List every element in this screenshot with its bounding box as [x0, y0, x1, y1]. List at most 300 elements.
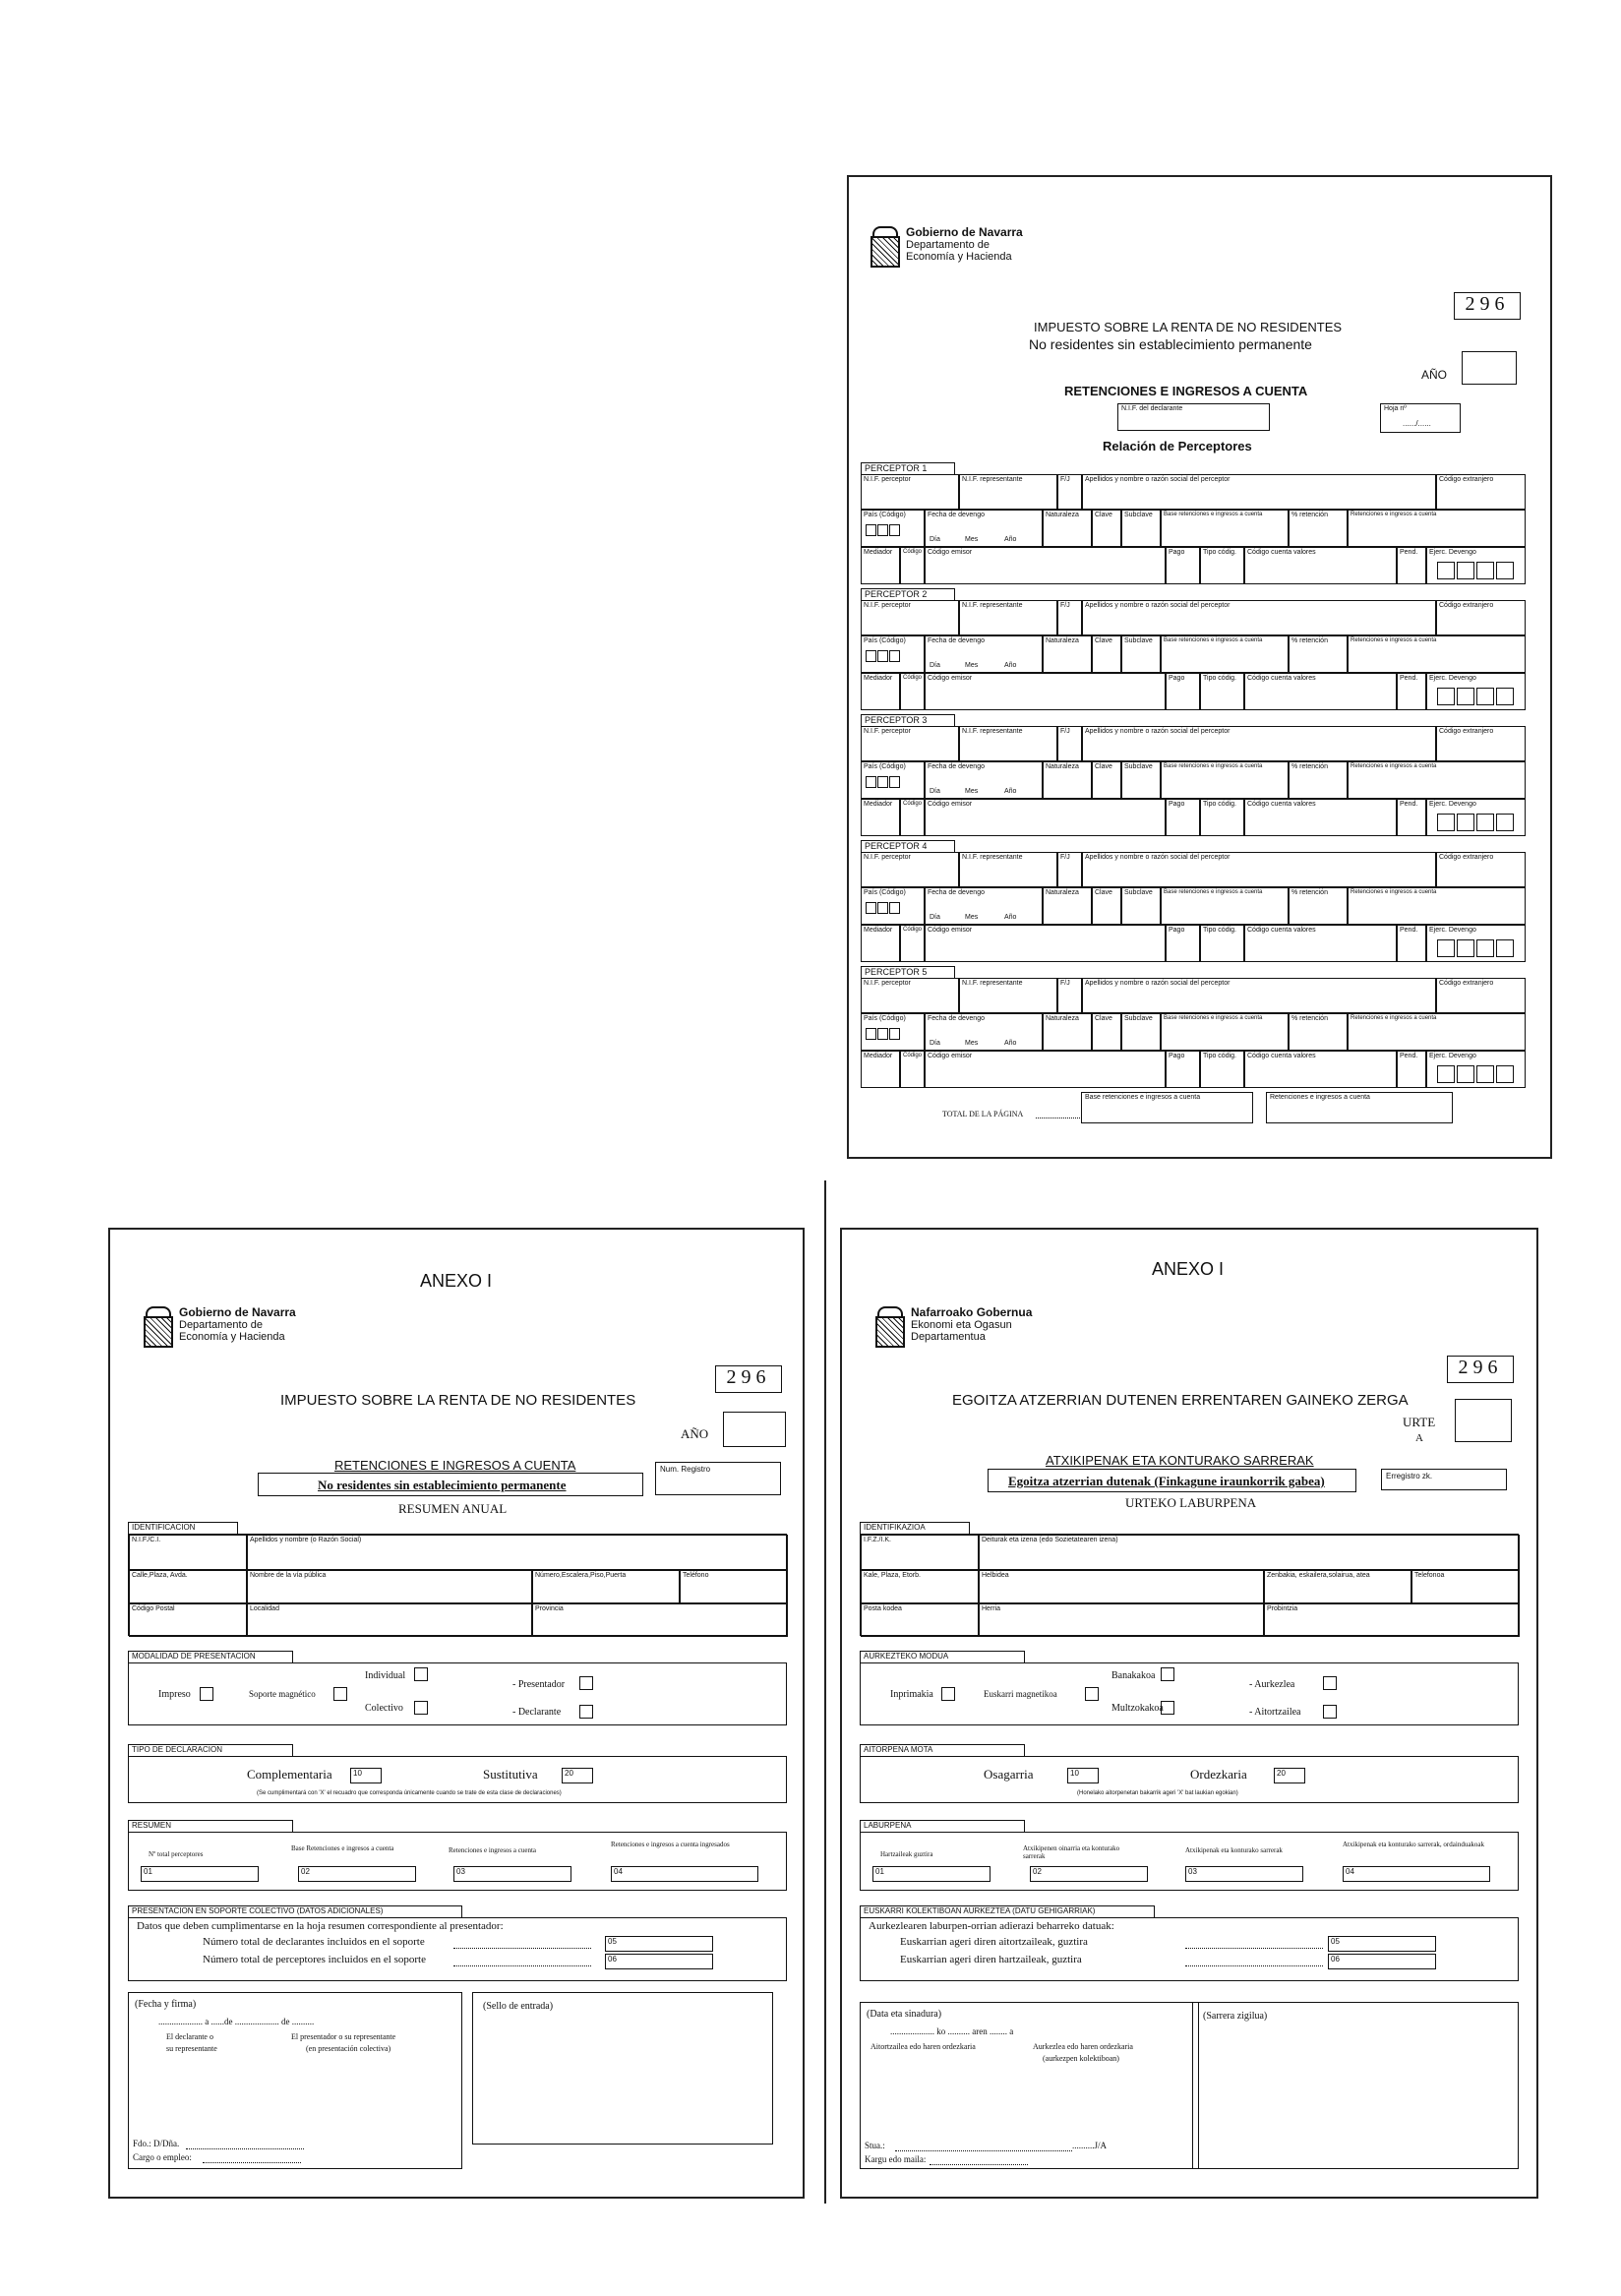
fecha-firma-label: (Fecha y firma)	[135, 1999, 197, 2010]
soporte-label: Euskarri magnetikoa	[984, 1689, 1057, 1699]
pend-field[interactable]	[1397, 925, 1426, 962]
declarante-checkbox[interactable]	[1323, 1705, 1337, 1719]
provincia-field[interactable]	[1264, 1603, 1520, 1637]
resumen-anual-title: RESUMEN ANUAL	[398, 1501, 508, 1516]
pais-field[interactable]	[861, 1013, 925, 1051]
field-label: Deiturak eta izena (edo Sozietatearen izena)	[982, 1537, 1118, 1543]
ejerc-box[interactable]	[1476, 1065, 1494, 1083]
field-label: Código extranjero	[1439, 728, 1494, 735]
sello-box[interactable]	[1192, 2002, 1519, 2169]
nif-declarante-input[interactable]	[1117, 403, 1270, 431]
subclave-field[interactable]	[1121, 1013, 1161, 1051]
field-label: Clave	[1095, 763, 1112, 770]
resumen-tab: RESUMEN	[128, 1820, 293, 1832]
pend-field[interactable]	[1397, 1051, 1426, 1088]
org-line2: Departamento de	[179, 1319, 263, 1331]
ejerc-box[interactable]	[1496, 1065, 1514, 1083]
localidad-field[interactable]	[247, 1603, 532, 1637]
pais-field[interactable]	[861, 887, 925, 925]
pct-field[interactable]	[1289, 635, 1348, 673]
pais-box[interactable]	[877, 1028, 888, 1040]
field-label: Apellidos y nombre o razón social del perceptor	[1085, 980, 1231, 987]
presentacion-colectivo-tab: PRESENTACION EN SOPORTE COLECTIVO (DATOS ADICIONALES)	[128, 1905, 462, 1917]
numero-field[interactable]	[532, 1570, 680, 1603]
field-label: Código	[903, 675, 923, 681]
el-declarante-label: El declarante o	[166, 2032, 213, 2041]
naturaleza-field[interactable]	[1043, 761, 1092, 799]
retenciones-title: ATXIKIPENAK ETA KONTURAKO SARRERAK	[1046, 1453, 1314, 1468]
pct-field[interactable]	[1289, 510, 1348, 547]
pais-box[interactable]	[889, 776, 900, 788]
field-label: Código extranjero	[1439, 602, 1494, 609]
pais-box[interactable]	[889, 650, 900, 662]
perceptor-tab: PERCEPTOR 1	[861, 462, 955, 474]
ejerc-devengo-field[interactable]	[1426, 1051, 1526, 1088]
ejerc-box[interactable]	[1496, 939, 1514, 957]
resumen-label-1: Nº total perceptores	[149, 1850, 204, 1858]
fecha-firma-label: (Data eta sinadura)	[867, 2009, 942, 2020]
presentador-checkbox[interactable]	[1323, 1676, 1337, 1690]
subclave-field[interactable]	[1121, 887, 1161, 925]
field-label: Fecha de devengo	[928, 1015, 985, 1022]
field-label: País (Código)	[864, 763, 906, 770]
via-field[interactable]	[247, 1570, 532, 1603]
clave-field[interactable]	[1092, 510, 1121, 547]
field-label: Código cuenta valores	[1247, 1053, 1316, 1059]
num-perc-input-06[interactable]	[1328, 1954, 1436, 1969]
ejerc-box[interactable]	[1437, 939, 1455, 957]
naturaleza-field[interactable]	[1043, 887, 1092, 925]
ejerc-box[interactable]	[1457, 688, 1474, 705]
tipo-decl-tab: TIPO DE DECLARACION	[128, 1744, 293, 1756]
declarante-checkbox[interactable]	[579, 1705, 593, 1719]
apellidos-field[interactable]	[1082, 852, 1436, 887]
apellidos-field[interactable]	[979, 1535, 1520, 1570]
hoja-separator: ....../......	[1403, 419, 1431, 428]
ejerc-box[interactable]	[1496, 562, 1514, 579]
codigo-valores-field[interactable]	[1244, 799, 1397, 836]
code-number: 01	[875, 1867, 884, 1876]
ejerc-box[interactable]	[1457, 562, 1474, 579]
base-field[interactable]	[1161, 887, 1289, 925]
codigo-extranjero-field[interactable]	[1436, 852, 1526, 887]
num-registro-input[interactable]	[1381, 1469, 1507, 1490]
year-input[interactable]	[1455, 1399, 1512, 1442]
pais-field[interactable]	[861, 510, 925, 547]
sustitutiva-code[interactable]	[562, 1768, 593, 1783]
pago-field[interactable]	[1166, 547, 1200, 584]
pais-field[interactable]	[861, 635, 925, 673]
field-label: Apellidos y nombre o razón social del perceptor	[1085, 476, 1231, 483]
num-decl-input-05[interactable]	[1328, 1936, 1436, 1952]
year-input[interactable]	[723, 1412, 786, 1447]
ejerc-devengo-field[interactable]	[1426, 547, 1526, 584]
year-label: AÑO	[681, 1426, 709, 1441]
code-number: 10	[353, 1769, 362, 1778]
codigo-emisor-field[interactable]	[925, 547, 1166, 584]
field-label: Retenciones e ingresos a cuenta	[1351, 1015, 1437, 1021]
nif-perceptor-field[interactable]	[861, 726, 959, 761]
form-title: IMPUESTO SOBRE LA RENTA DE NO RESIDENTES	[1034, 320, 1343, 334]
field-label: Ejerc. Devengo	[1429, 549, 1476, 556]
base-field[interactable]	[1161, 761, 1289, 799]
fdo-leader	[895, 2150, 1072, 2151]
pais-box[interactable]	[866, 902, 876, 914]
fecha-devengo-field[interactable]	[925, 1013, 1043, 1051]
tipo-codig-field[interactable]	[1200, 1051, 1244, 1088]
codigo-extranjero-field[interactable]	[1436, 978, 1526, 1013]
fj-field[interactable]	[1057, 978, 1082, 1013]
colectivo-checkbox[interactable]	[414, 1701, 428, 1715]
field-label: Mediador	[864, 927, 893, 934]
ejerc-box[interactable]	[1437, 1065, 1455, 1083]
pct-field[interactable]	[1289, 1013, 1348, 1051]
ejerc-box[interactable]	[1496, 814, 1514, 831]
clave-field[interactable]	[1092, 1013, 1121, 1051]
field-label: Telefonoa	[1414, 1572, 1445, 1579]
code-number: 20	[1277, 1769, 1286, 1778]
code-number: 10	[1070, 1769, 1079, 1778]
naturaleza-field[interactable]	[1043, 1013, 1092, 1051]
cp-field[interactable]	[861, 1603, 979, 1637]
field-label: Clave	[1095, 637, 1112, 644]
pais-box[interactable]	[866, 1028, 876, 1040]
ejerc-box[interactable]	[1476, 562, 1494, 579]
pend-field[interactable]	[1397, 799, 1426, 836]
resumen-input-01[interactable]	[141, 1866, 259, 1882]
nif-representante-field[interactable]	[959, 978, 1057, 1013]
codigo-extranjero-field[interactable]	[1436, 474, 1526, 510]
ident-section	[128, 1534, 787, 1636]
codigo-valores-field[interactable]	[1244, 1051, 1397, 1088]
nif-perceptor-field[interactable]	[861, 978, 959, 1013]
ejerc-box[interactable]	[1457, 814, 1474, 831]
field-label: Subclave	[1124, 889, 1153, 896]
nif-perceptor-field[interactable]	[861, 852, 959, 887]
impreso-checkbox[interactable]	[941, 1687, 955, 1701]
tipo-decl-section	[128, 1756, 787, 1803]
pago-field[interactable]	[1166, 799, 1200, 836]
field-label: Apellidos y nombre (o Razón Social)	[250, 1537, 362, 1543]
firma-box[interactable]	[128, 1992, 462, 2169]
pend-field[interactable]	[1397, 547, 1426, 584]
el-declarante-label: Aitortzailea edo haren ordezkaria	[871, 2042, 976, 2051]
pct-field[interactable]	[1289, 761, 1348, 799]
pais-box[interactable]	[889, 902, 900, 914]
a-de-line: .................... ko .......... aren ........ a	[890, 2026, 1014, 2036]
field-label: Provincia	[535, 1605, 564, 1612]
cp-field[interactable]	[129, 1603, 247, 1637]
nif-perceptor-field[interactable]	[861, 474, 959, 510]
ejerc-box[interactable]	[1476, 939, 1494, 957]
provincia-field[interactable]	[532, 1603, 788, 1637]
fdo-label: Stua.:	[865, 2141, 885, 2150]
retenciones-field[interactable]	[1348, 887, 1526, 925]
tipo-codig-field[interactable]	[1200, 547, 1244, 584]
field-label: Naturaleza	[1046, 763, 1079, 770]
field-label: Ejerc. Devengo	[1429, 927, 1476, 934]
year-input[interactable]	[1462, 351, 1517, 385]
form-number: 296	[1454, 292, 1521, 320]
codigo-field[interactable]	[900, 673, 925, 710]
retenciones-field[interactable]	[1348, 1013, 1526, 1051]
navarra-shield-icon	[871, 226, 900, 266]
datos-question: Aurkezlearen laburpen-orrian adierazi beharreko datuak:	[869, 1920, 1114, 1932]
tipo-codig-field[interactable]	[1200, 799, 1244, 836]
declarante-label: - Aitortzailea	[1249, 1707, 1301, 1718]
field-label: Fecha de devengo	[928, 637, 985, 644]
ejerc-box[interactable]	[1496, 688, 1514, 705]
fdo-suffix: ..........J/A	[1072, 2141, 1108, 2150]
pais-box[interactable]	[866, 650, 876, 662]
resumen-label-3: Atxikipenak eta konturako sarrerak	[1185, 1846, 1283, 1854]
sustitutiva-code[interactable]	[1274, 1768, 1305, 1783]
org-line2: Departamento de	[906, 239, 990, 251]
modalidad-tab: MODALIDAD DE PRESENTACION	[128, 1651, 293, 1662]
field-label: Tipo códig.	[1203, 675, 1236, 682]
pago-field[interactable]	[1166, 925, 1200, 962]
ejerc-box[interactable]	[1437, 562, 1455, 579]
pais-box[interactable]	[889, 524, 900, 536]
naturaleza-field[interactable]	[1043, 635, 1092, 673]
field-label: Fecha de devengo	[928, 512, 985, 518]
ejerc-box[interactable]	[1437, 814, 1455, 831]
field-label: Retenciones e ingresos a cuenta	[1351, 889, 1437, 895]
localidad-field[interactable]	[979, 1603, 1264, 1637]
pago-field[interactable]	[1166, 673, 1200, 710]
code-number: 02	[1033, 1867, 1042, 1876]
ejerc-box[interactable]	[1457, 1065, 1474, 1083]
firma-box[interactable]	[860, 2002, 1199, 2169]
field-label: Ejerc. Devengo	[1429, 801, 1476, 808]
individual-checkbox[interactable]	[414, 1667, 428, 1681]
soporte-checkbox[interactable]	[333, 1687, 347, 1701]
codigo-field[interactable]	[900, 547, 925, 584]
ejerc-box[interactable]	[1476, 688, 1494, 705]
field-label: Base retenciones e ingresos a cuenta	[1164, 637, 1263, 643]
codigo-valores-field[interactable]	[1244, 925, 1397, 962]
clave-field[interactable]	[1092, 761, 1121, 799]
telefono-field[interactable]	[1411, 1570, 1520, 1603]
subclave-field[interactable]	[1121, 635, 1161, 673]
pais-box[interactable]	[889, 1028, 900, 1040]
apellidos-field[interactable]	[247, 1535, 788, 1570]
num-registro-input[interactable]	[655, 1462, 781, 1495]
complementaria-code[interactable]	[350, 1768, 382, 1783]
mediador-field[interactable]	[861, 547, 900, 584]
subclave-field[interactable]	[1121, 510, 1161, 547]
mes-label: Mes	[965, 914, 979, 921]
subtitle-box	[988, 1469, 1356, 1492]
apellidos-field[interactable]	[1082, 600, 1436, 635]
mediador-field[interactable]	[861, 799, 900, 836]
fecha-devengo-field[interactable]	[925, 510, 1043, 547]
codigo-emisor-field[interactable]	[925, 673, 1166, 710]
hoja-input[interactable]	[1380, 403, 1461, 433]
resumen-input-03[interactable]	[1185, 1866, 1303, 1882]
dia-label: Día	[930, 788, 940, 795]
field-label: Herria	[982, 1605, 1001, 1612]
codigo-field[interactable]	[900, 1051, 925, 1088]
code-number: 05	[1331, 1937, 1340, 1946]
ejerc-devengo-field[interactable]	[1426, 799, 1526, 836]
fecha-devengo-field[interactable]	[925, 761, 1043, 799]
nif-representante-field[interactable]	[959, 474, 1057, 510]
soporte-checkbox[interactable]	[1085, 1687, 1099, 1701]
mes-label: Mes	[965, 1040, 979, 1047]
impreso-checkbox[interactable]	[200, 1687, 213, 1701]
calle-field[interactable]	[861, 1570, 979, 1603]
apellidos-field[interactable]	[1082, 726, 1436, 761]
pais-box[interactable]	[877, 650, 888, 662]
fecha-devengo-field[interactable]	[925, 887, 1043, 925]
field-label: Mediador	[864, 801, 893, 808]
mediador-field[interactable]	[861, 673, 900, 710]
fj-field[interactable]	[1057, 474, 1082, 510]
field-label: Clave	[1095, 1015, 1112, 1022]
code-number: 02	[301, 1867, 310, 1876]
mediador-field[interactable]	[861, 1051, 900, 1088]
resumen-input-02[interactable]	[298, 1866, 416, 1882]
base-field[interactable]	[1161, 635, 1289, 673]
presentador-checkbox[interactable]	[579, 1676, 593, 1690]
individual-checkbox[interactable]	[1161, 1667, 1174, 1681]
codigo-valores-field[interactable]	[1244, 673, 1397, 710]
retenciones-field[interactable]	[1348, 510, 1526, 547]
perceptor-tab: PERCEPTOR 2	[861, 588, 955, 600]
pais-box[interactable]	[866, 776, 876, 788]
total-ret-input[interactable]	[1266, 1092, 1453, 1123]
code-number: 01	[144, 1867, 152, 1876]
org-line2: Ekonomi eta Ogasun	[911, 1319, 1012, 1331]
retenciones-field[interactable]	[1348, 761, 1526, 799]
ejerc-box[interactable]	[1476, 814, 1494, 831]
ejerc-box[interactable]	[1457, 939, 1474, 957]
resumen-input-04[interactable]	[611, 1866, 758, 1882]
fj-field[interactable]	[1057, 600, 1082, 635]
num-perc-input-06[interactable]	[605, 1954, 713, 1969]
retenciones-field[interactable]	[1348, 635, 1526, 673]
naturaleza-field[interactable]	[1043, 510, 1092, 547]
codigo-emisor-field[interactable]	[925, 1051, 1166, 1088]
field-label: Subclave	[1124, 512, 1153, 518]
resumen-input-01[interactable]	[872, 1866, 991, 1882]
codigo-emisor-field[interactable]	[925, 925, 1166, 962]
presentador-label: - Aurkezlea	[1249, 1679, 1295, 1690]
codigo-extranjero-field[interactable]	[1436, 600, 1526, 635]
nota-text: (Honelako aitorpenetan bakarrik ageri 'X' bat laukian egokian)	[1077, 1790, 1238, 1796]
complementaria-code[interactable]	[1067, 1768, 1099, 1783]
ejerc-devengo-field[interactable]	[1426, 925, 1526, 962]
field-label: Mediador	[864, 549, 893, 556]
base-field[interactable]	[1161, 1013, 1289, 1051]
codigo-field[interactable]	[900, 925, 925, 962]
field-label: Subclave	[1124, 637, 1153, 644]
form-number: 296	[715, 1365, 782, 1393]
presentacion-colectivo-tab: EUSKARRI KOLEKTIBOAN AURKEZTEA (DATU GEHIGARRIAK)	[860, 1905, 1155, 1917]
fj-field[interactable]	[1057, 852, 1082, 887]
via-field[interactable]	[979, 1570, 1264, 1603]
colectivo-checkbox[interactable]	[1161, 1701, 1174, 1715]
field-label: Fecha de devengo	[928, 763, 985, 770]
sello-box[interactable]	[472, 1992, 773, 2145]
telefono-field[interactable]	[680, 1570, 788, 1603]
codigo-valores-field[interactable]	[1244, 547, 1397, 584]
nif-representante-field[interactable]	[959, 726, 1057, 761]
field-label: N.I.F. perceptor	[864, 728, 911, 735]
apellidos-field[interactable]	[1082, 474, 1436, 510]
num-decl-leader	[453, 1948, 591, 1949]
resumen-input-02[interactable]	[1030, 1866, 1148, 1882]
codigo-emisor-field[interactable]	[925, 799, 1166, 836]
subtitle-box	[258, 1473, 643, 1496]
tipo-codig-field[interactable]	[1200, 925, 1244, 962]
base-field[interactable]	[1161, 510, 1289, 547]
tipo-decl-section	[860, 1756, 1519, 1803]
pend-field[interactable]	[1397, 673, 1426, 710]
fecha-devengo-field[interactable]	[925, 635, 1043, 673]
field-label: Tipo códig.	[1203, 927, 1236, 934]
codigo-extranjero-field[interactable]	[1436, 726, 1526, 761]
tipo-codig-field[interactable]	[1200, 673, 1244, 710]
ident-tab: IDENTIFIKAZIOA	[860, 1522, 970, 1534]
pais-box[interactable]	[877, 776, 888, 788]
total-base-input[interactable]	[1081, 1092, 1253, 1123]
field-label: Código extranjero	[1439, 854, 1494, 861]
numero-field[interactable]	[1264, 1570, 1411, 1603]
perceptor-tab: PERCEPTOR 4	[861, 840, 955, 852]
mediador-field[interactable]	[861, 925, 900, 962]
pais-box[interactable]	[877, 902, 888, 914]
nif-representante-field[interactable]	[959, 600, 1057, 635]
num-decl-input-05[interactable]	[605, 1936, 713, 1952]
pais-box[interactable]	[877, 524, 888, 536]
nif-perceptor-field[interactable]	[861, 600, 959, 635]
nif-field[interactable]	[861, 1535, 979, 1570]
total-base-label: Base retenciones e ingresos a cuenta	[1085, 1094, 1201, 1101]
subtitle-text: No residentes sin establecimiento permanente	[318, 1478, 567, 1492]
en-pres-label: (aurkezpen kolektiboan)	[1043, 2054, 1119, 2063]
field-label: Subclave	[1124, 1015, 1153, 1022]
num-registro-label: Num. Registro	[660, 1465, 711, 1474]
resumen-input-03[interactable]	[453, 1866, 571, 1882]
field-label: I.F.Z./I.K.	[864, 1537, 892, 1543]
clave-field[interactable]	[1092, 635, 1121, 673]
resumen-input-04[interactable]	[1343, 1866, 1490, 1882]
pais-box[interactable]	[866, 524, 876, 536]
pago-field[interactable]	[1166, 1051, 1200, 1088]
ano-label: Año	[1004, 536, 1017, 543]
subclave-field[interactable]	[1121, 761, 1161, 799]
calle-field[interactable]	[129, 1570, 247, 1603]
field-label: Base retenciones e ingresos a cuenta	[1164, 512, 1263, 517]
field-label: Pend.	[1400, 675, 1418, 682]
apellidos-field[interactable]	[1082, 978, 1436, 1013]
pais-field[interactable]	[861, 761, 925, 799]
field-label: Apellidos y nombre o razón social del perceptor	[1085, 728, 1231, 735]
clave-field[interactable]	[1092, 887, 1121, 925]
nif-representante-field[interactable]	[959, 852, 1057, 887]
subtitle-text: Egoitza atzerrian dutenak (Finkagune iraunkorrik gabea)	[1008, 1474, 1325, 1488]
ejerc-devengo-field[interactable]	[1426, 673, 1526, 710]
pct-field[interactable]	[1289, 887, 1348, 925]
field-label: Naturaleza	[1046, 637, 1079, 644]
codigo-field[interactable]	[900, 799, 925, 836]
nif-field[interactable]	[129, 1535, 247, 1570]
field-label: F/J	[1060, 728, 1070, 735]
ejerc-box[interactable]	[1437, 688, 1455, 705]
fj-field[interactable]	[1057, 726, 1082, 761]
